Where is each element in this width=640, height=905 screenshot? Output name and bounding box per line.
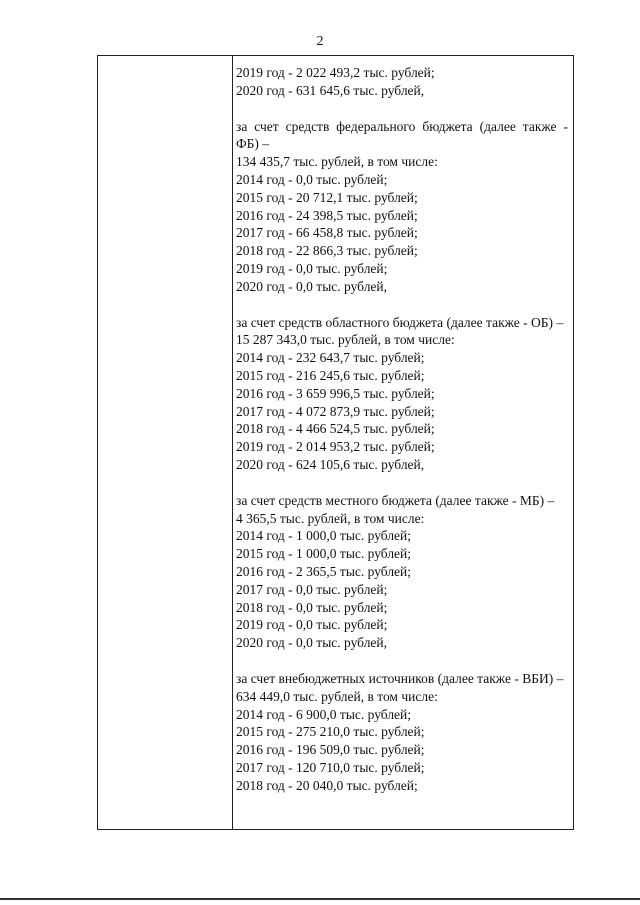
- funding-section-4: [236, 670, 570, 795]
- year-amount-line: 2018 год - 0,0 тыс. рублей;: [236, 599, 388, 615]
- year-amount-line: 2017 год - 0,0 тыс. рублей;: [236, 581, 388, 597]
- year-amount-line: 2019 год - 2 022 493,2 тыс. рублей;: [236, 65, 435, 80]
- year-amount-line: 2020 год - 624 105,6 тыс. рублей,: [236, 456, 425, 472]
- year-amount-line: 2017 год - 66 458,8 тыс. рублей;: [236, 225, 418, 241]
- year-amount-line: 2018 год - 20 040,0 тыс. рублей;: [236, 777, 418, 793]
- section-total-line: 634 449,0 тыс. рублей, в том числе:: [236, 688, 438, 704]
- year-amount-line: 2016 год - 2 365,5 тыс. рублей;: [236, 563, 412, 579]
- year-amount-line: 2019 год - 0,0 тыс. рублей;: [236, 617, 388, 633]
- column-divider: [232, 55, 233, 830]
- year-amount-line: 2018 год - 22 866,3 тыс. рублей;: [236, 243, 418, 259]
- financing-text-cell: [236, 64, 570, 794]
- year-amount-line: 2014 год - 232 643,7 тыс. рублей;: [236, 350, 425, 366]
- year-amount-line: 2015 год - 1 000,0 тыс. рублей;: [236, 546, 412, 562]
- page-bottom-rule: [0, 898, 640, 900]
- year-amount-line: 2014 год - 1 000,0 тыс. рублей;: [236, 528, 412, 544]
- page-number: 2: [316, 34, 324, 49]
- section-total-line: 134 435,7 тыс. рублей, в том числе:: [236, 154, 438, 170]
- section-heading: за счет средств областного бюджета (далее также - ОБ) –: [236, 314, 564, 330]
- section-heading: за счет средств федерального бюджета (далее также - ФБ) –: [236, 118, 568, 152]
- year-amount-line: 2016 год - 196 509,0 тыс. рублей;: [236, 742, 425, 758]
- year-amount-line: 2019 год - 2 014 953,2 тыс. рублей;: [236, 439, 435, 455]
- section-total-line: 15 287 343,0 тыс. рублей, в том числе:: [236, 332, 455, 348]
- funding-section-3: [236, 492, 570, 652]
- year-amount-line: 2019 год - 0,0 тыс. рублей;: [236, 260, 388, 276]
- year-amount-line: 2020 год - 0,0 тыс. рублей,: [236, 635, 388, 651]
- year-amount-line: 2015 год - 20 712,1 тыс. рублей;: [236, 189, 418, 205]
- year-amount-line: 2017 год - 4 072 873,9 тыс. рублей;: [236, 403, 435, 419]
- year-amount-line: 2017 год - 120 710,0 тыс. рублей;: [236, 759, 425, 775]
- section-total-line: 4 365,5 тыс. рублей, в том числе:: [236, 510, 425, 526]
- section-heading: за счет внебюджетных источников (далее также - ВБИ) –: [236, 670, 564, 686]
- year-amount-line: 2015 год - 216 245,6 тыс. рублей;: [236, 367, 425, 383]
- year-amount-line: 2018 год - 4 466 524,5 тыс. рублей;: [236, 421, 435, 437]
- year-amount-line: 2015 год - 275 210,0 тыс. рублей;: [236, 724, 425, 740]
- section-heading: за счет средств местного бюджета (далее также - МБ) –: [236, 492, 555, 508]
- year-amount-line: 2020 год - 0,0 тыс. рублей,: [236, 278, 388, 294]
- funding-section-1: [236, 118, 570, 296]
- funding-section-2: [236, 314, 570, 474]
- year-amount-line: 2014 год - 6 900,0 тыс. рублей;: [236, 706, 412, 722]
- year-amount-line: 2016 год - 3 659 996,5 тыс. рублей;: [236, 385, 435, 401]
- year-amount-line: 2014 год - 0,0 тыс. рублей;: [236, 171, 388, 187]
- year-amount-line: 2016 год - 24 398,5 тыс. рублей;: [236, 207, 418, 223]
- year-amount-line: 2020 год - 631 645,6 тыс. рублей,: [236, 82, 425, 98]
- funding-section-0: [236, 64, 570, 100]
